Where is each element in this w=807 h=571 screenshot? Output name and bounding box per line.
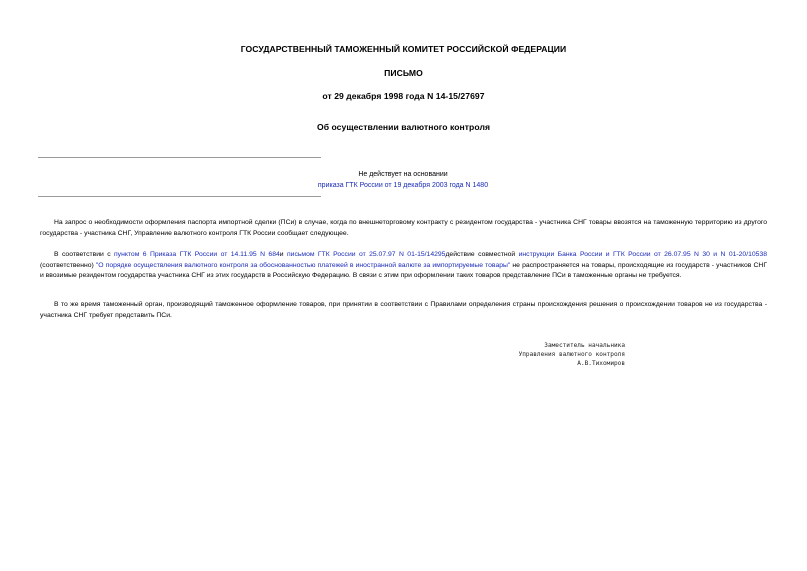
paragraph-3: В то же время таможенный орган, производящий таможенное оформление товаров, при принятии в соответствии с Правилами определения страны происхождения решения о происхождении товаров не из государства - участника СНГ требует представить ПСи. (40, 301, 767, 319)
agency-title: ГОСУДАРСТВЕННЫЙ ТАМОЖЕННЫЙ КОМИТЕТ РОССИЙСКОЙ ФЕДЕРАЦИИ (240, 44, 567, 54)
paragraph-2-text-e: не распространяется на товары, происходящие из государств - участников СНГ и ввозимые резидентом государства участника СНГ из этих государств в Российскую Федерацию. В связи с этим при оформлении таких товаров представление ПСи в таможенные органы не требуется. (40, 261, 768, 279)
paragraph-2-text-a: В соответствии с (54, 251, 114, 258)
paragraph-2 (40, 250, 767, 282)
signature-name: А.В.Тихомиров (577, 360, 625, 368)
letter-14295-link[interactable]: письмом ГТК России от 25.07.97 N 01-15/14295 (286, 251, 446, 258)
document-date-number: от 29 декабря 1998 года N 14-15/27697 (322, 91, 485, 101)
status-block (250, 169, 556, 191)
document-subject: Об осуществлении валютного контроля (316, 122, 491, 132)
signature-department: Управления валютного контроля (518, 351, 625, 359)
bottom-divider (38, 196, 321, 197)
document-type: ПИСЬМО (384, 68, 423, 78)
instruction-link[interactable]: инструкции Банка России и ГТК России от 26.07.95 N 30 и N 01-20/10538 (518, 251, 768, 258)
paragraph-2-text-d: (соответственно) (40, 261, 96, 269)
status-order-link[interactable]: приказа ГТК России от 19 декабря 2003 года N 1480 (317, 182, 489, 189)
status-text: Не действует на основании (358, 171, 448, 178)
paragraph-2-text-b: и (279, 251, 287, 258)
signature-position: Заместитель начальника (544, 342, 625, 349)
paragraph-2-text-c: действие совместной (445, 251, 519, 258)
paragraph-1: На запрос о необходимости оформления паспорта импортной сделки (ПСи) в случае, когда по внешнеторговому контракту с резидентом государства - участника СНГ товары ввозятся на таможенную территорию из другого государства - участника СНГ, Управление валютного контроля ГТК России сообщает следующее. (40, 219, 767, 237)
order-684-link[interactable]: пунктом 6 Приказа ГТК России от 14.11.95 N 684 (114, 251, 280, 258)
instruction-title-link[interactable]: "О порядке осуществления валютного контроля за обоснованностью платежей в иностранной валюте за импортируемые товары" (95, 261, 511, 269)
signature-block (480, 341, 625, 369)
top-divider (38, 157, 321, 158)
